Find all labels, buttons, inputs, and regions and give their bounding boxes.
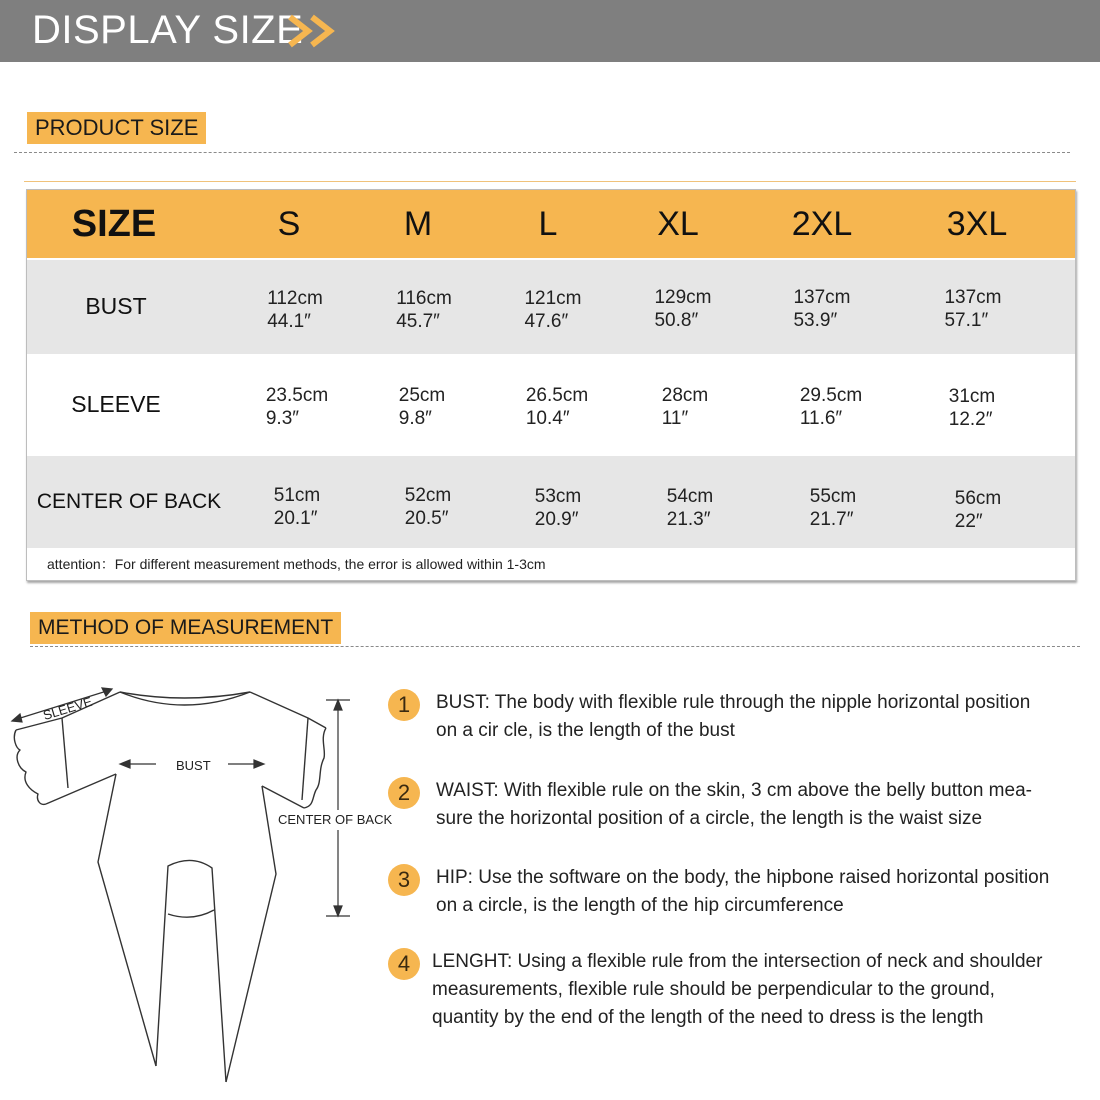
measurement-note-bust <box>388 689 1088 749</box>
size-header-3xl: 3XL <box>946 205 1008 243</box>
number-badge: 4 <box>388 948 420 980</box>
divider <box>24 181 1076 182</box>
table-cell: 28cm 11″ <box>661 385 709 429</box>
sleeve-diagram-label: SLEEVE <box>41 693 94 724</box>
bust-diagram-label: BUST <box>176 758 211 773</box>
number-badge: 3 <box>388 864 420 896</box>
size-header-l: L <box>538 205 558 243</box>
note-text: HIP: Use the software on the body, the hipbone raised horizontal position on a circle, is the length of the hip circumference <box>436 867 1050 916</box>
table-cell: 25cm 9.8″ <box>398 385 446 429</box>
table-cell: 31cm 12.2″ <box>948 386 996 430</box>
table-cell: 137cm 53.9″ <box>793 287 851 331</box>
table-cell: 137cm 57.1″ <box>944 287 1002 331</box>
size-header-s: S <box>277 205 301 243</box>
table-row <box>27 260 1075 354</box>
center-of-back-diagram-label: CENTER OF BACK <box>278 812 392 827</box>
attention-note: attention：For different measurement methods, the error is allowed within 1-3cm <box>47 556 546 572</box>
size-header-m: M <box>403 205 433 243</box>
measurement-note-hip <box>388 864 1088 924</box>
product-size-label: PRODUCT SIZE <box>27 112 206 144</box>
table-row <box>27 456 1075 548</box>
number-badge: 1 <box>388 689 420 721</box>
table-cell: 56cm 22″ <box>954 488 1002 532</box>
divider <box>14 152 1070 153</box>
garment-measurement-diagram <box>8 678 392 1096</box>
table-cell: 26.5cm 10.4″ <box>525 385 589 429</box>
size-column-header: SIZE <box>71 203 157 245</box>
row-label-sleeve: SLEEVE <box>71 391 161 417</box>
table-cell: 121cm 47.6″ <box>524 288 582 332</box>
table-cell: 23.5cm 9.3″ <box>265 385 329 429</box>
table-cell: 55cm 21.7″ <box>809 486 857 530</box>
table-cell: 29.5cm 11.6″ <box>799 385 863 429</box>
size-header-2xl: 2XL <box>791 205 853 243</box>
table-cell: 53cm 20.9″ <box>534 486 582 530</box>
display-size-header <box>0 0 1100 62</box>
row-label-bust: BUST <box>85 293 147 319</box>
note-text: LENGHT: Using a flexible rule from the intersection of neck and shoulder measurements, flexible rule should be perpendicular to the ground, quantity by the end of the length of the need to dress is the length <box>432 951 1043 1028</box>
table-cell: 112cm 44.1″ <box>267 288 323 332</box>
table-cell: 51cm 20.1″ <box>273 485 321 529</box>
table-cell: 129cm 50.8″ <box>654 287 712 331</box>
number-badge: 2 <box>388 777 420 809</box>
note-text: WAIST: With flexible rule on the skin, 3 cm above the belly button mea- sure the horizontal position of a circle, the length is the waist size <box>436 780 1032 829</box>
row-label-center-of-back: CENTER OF BACK <box>36 490 222 513</box>
table-cell: 116cm 45.7″ <box>396 288 452 332</box>
double-chevron-right-icon <box>288 14 340 48</box>
table-row <box>27 354 1075 456</box>
size-table <box>26 189 1076 581</box>
table-header-row <box>27 190 1075 258</box>
note-text: BUST: The body with flexible rule through the nipple horizontal position on a cir cle, is the length of the bust <box>436 692 1031 741</box>
size-header-xl: XL <box>657 205 699 243</box>
method-of-measurement-label: METHOD OF MEASUREMENT <box>30 612 341 644</box>
measurement-note-length <box>388 948 1088 1038</box>
table-cell: 52cm 20.5″ <box>404 485 452 529</box>
page-title: DISPLAY SIZE <box>32 8 304 52</box>
divider <box>30 646 1080 647</box>
table-cell: 54cm 21.3″ <box>666 486 714 530</box>
measurement-note-waist <box>388 777 1088 837</box>
